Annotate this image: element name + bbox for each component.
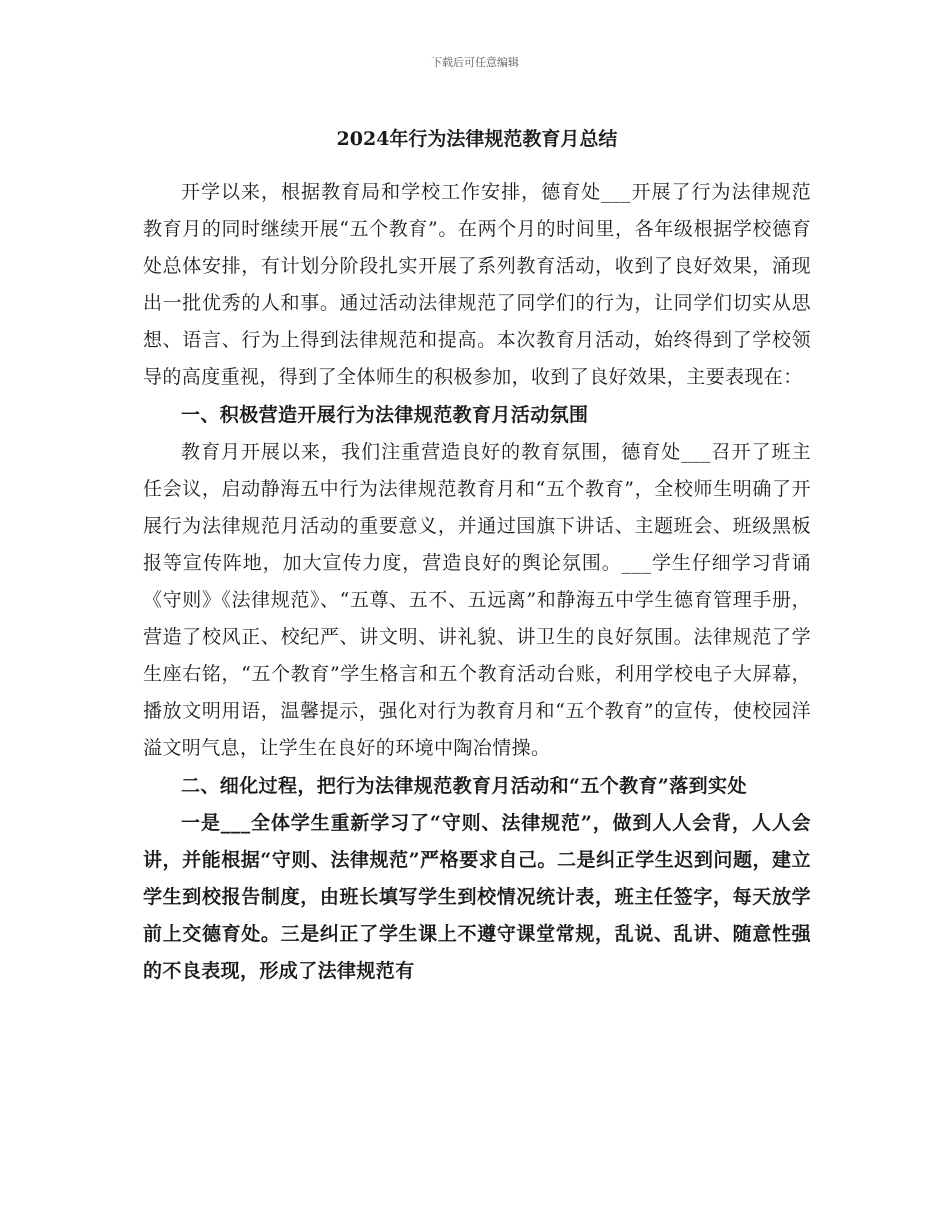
- section-heading-1: 一、积极营造开展行为法律规范教育月活动氛围: [181, 403, 589, 426]
- document-title: 2024年行为法律规范教育月总结: [336, 128, 618, 150]
- section-1-paragraph: 教育月开展以来，我们注重营造良好的教育氛围，德育处___召开了班主任会议，启动静海五中行为法律规范教育月和“五个教育”，全校师生明确了开展行为法律规范月活动的重要意义，并通过国旗下讲话、主题班会、班级黑板报等宣传阵地，加大宣传力度，营造良好的舆论氛围。___学生仔细学习背诵《守则》《法律规范》、“五尊、五不、五远离”和静海五中学生德育管理手册，营造了校风正、校纪严、讲文明、讲礼貌、讲卫生的良好氛围。法律规范了学生座右铭，“五个教育”学生格言和五个教育活动台账，利用学校电子大屏幕，播放文明用语，温馨提示，强化对行为教育月和“五个教育”的宣传，使校园洋溢文明气息，让学生在良好的环境中陶冶情操。: [143, 440, 811, 760]
- document-body: [143, 122, 811, 990]
- section-heading-2: 二、细化过程，把行为法律规范教育月活动和“五个教育”落到实处: [181, 774, 747, 797]
- intro-paragraph: 开学以来，根据教育局和学校工作安排，德育处___开展了行为法律规范教育月的同时继续开展“五个教育”。在两个月的时间里，各年级根据学校德育处总体安排，有计划分阶段扎实开展了系列教育活动，收到了良好效果，涌现出一批优秀的人和事。通过活动法律规范了同学们的行为，让同学们切实从思想、语言、行为上得到法律规范和提高。本次教育月活动，始终得到了学校领导的高度重视，得到了全体师生的积极参加，收到了良好效果，主要表现在：: [143, 181, 811, 389]
- section-2-paragraph: 一是___全体学生重新学习了“守则、法律规范”，做到人人会背，人人会讲，并能根据“守则、法律规范”严格要求自己。二是纠正学生迟到问题，建立学生到校报告制度，由班长填写学生到校情况统计表，班主任签字，每天放学前上交德育处。三是纠正了学生课上不遵守课堂常规，乱说、乱讲、随意性强的不良表现，形成了法律规范有: [143, 811, 811, 982]
- page-header: 下载后可任意编辑: [431, 56, 519, 69]
